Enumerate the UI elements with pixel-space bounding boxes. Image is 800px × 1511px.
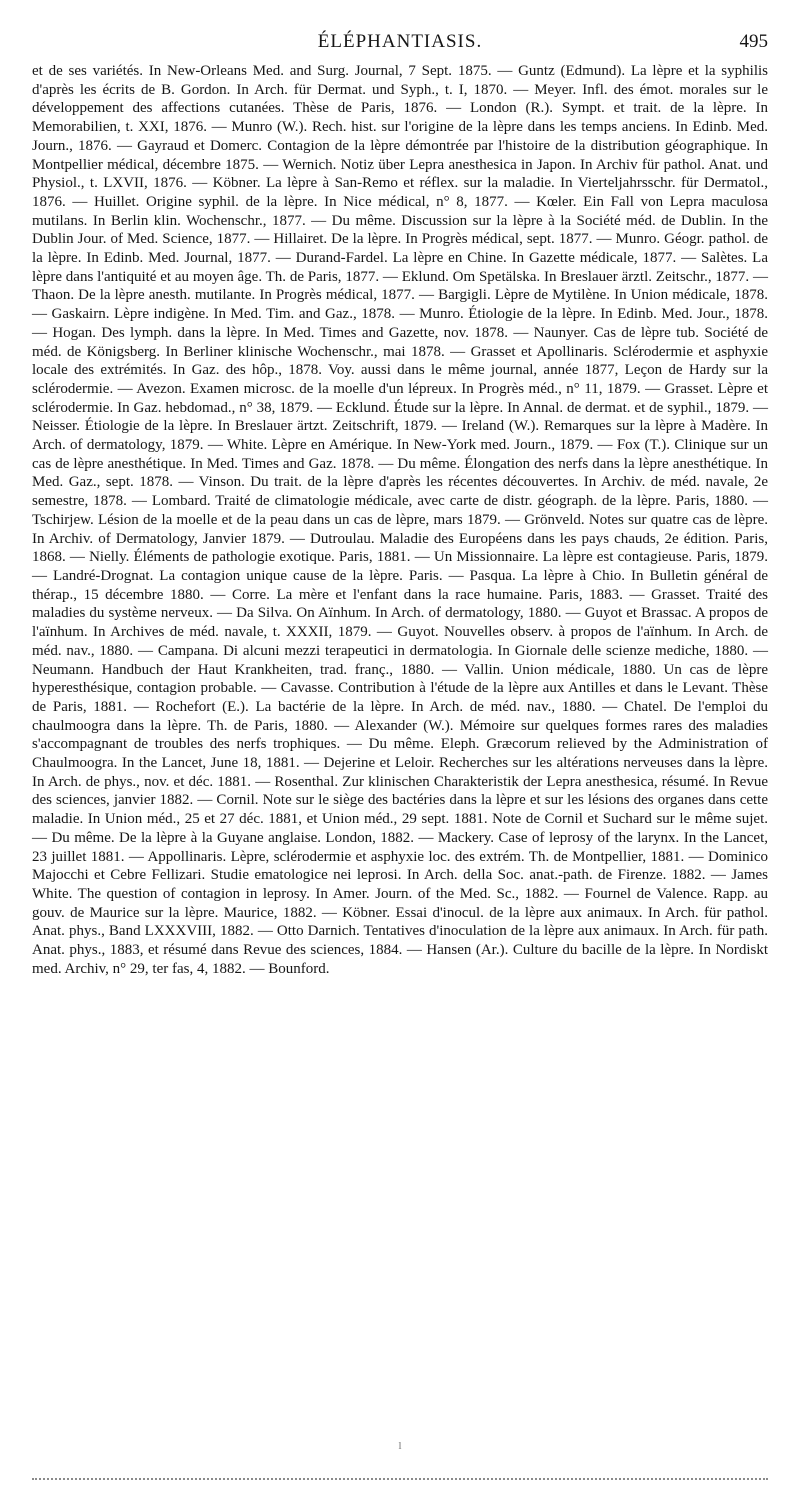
running-title: ÉLÉPHANTIASIS. (317, 31, 483, 52)
footer-mark: l (398, 1440, 402, 1452)
page-header (32, 0, 768, 62)
scan-edge-rule (32, 1478, 768, 1480)
document-page (32, 0, 768, 1452)
bibliography-text: et de ses variétés. In New-Orleans Med. and Surg. Journal, 7 Sept. 1875. — Guntz (Edmund). La lèpre et la syphilis d'après les écrits de B. Gordon. In Arch. für Dermat. und Syph., t. I, 1870. — Meyer. Infl. des émot. morales sur le développement des affections cutanées. Thèse de Paris, 1876. — London (R.). Sympt. et trait. de la lèpre. In Memorabilien, t. XXI, 1876. — Munro (W.). Rech. hist. sur l'origine de la lèpre dans les temps anciens. In Edinb. Med. Journ., 1876. — Gayraud et Domerc. Contagion de la lèpre démontrée par l'histoire de la distribution géographique. In Montpellier médical, décembre 1875. — Wernich. Notiz über Lepra anesthesica in Japon. In Archiv für pathol. Anat. und Physiol., t. LXVII, 1876. — Köbner. La lèpre à San-Remo et réflex. sur la maladie. In Vierteljahrsschr. für Dermatol., 1876. — Huillet. Origine syphil. de la lèpre. In Nice médical, n° 8, 1877. — Kœler. Ein Fall von Lepra maculosa mutilans. In Berlin klin. Wochenschr., 1877. — Du même. Discussion sur la lèpre à la Société méd. de Dublin. In the Dublin Jour. of Med. Science, 1877. — Hillairet. De la lèpre. In Progrès médical, sept. 1877. — Munro. Géogr. pathol. de la lèpre. In Edinb. Med. Journal, 1877. — Durand-Fardel. La lèpre en Chine. In Gazette médicale, 1877. — Salètes. La lèpre dans l'antiquité et au moyen âge. Th. de Paris, 1877. — Eklund. Om Spetälska. In Breslauer ärztl. Zeitschr., 1877. — Thaon. De la lèpre anesth. mutilante. In Progrès médical, 1877. — Bargigli. Lèpre de Mytilène. In Union médicale, 1878. — Gaskairn. Lèpre indigène. In Med. Tim. and Gaz., 1878. — Munro. Étiologie de la lèpre. In Edinb. Med. Jour., 1878. — Hogan. Des lymph. dans la lèpre. In Med. Times and Gazette, nov. 1878. — Naunyer. Cas de lèpre tub. Société de méd. de Königsberg. In Berliner klinische Wochenschr., mai 1878. — Grasset et Apollinaris. Sclérodermie et asphyxie locale des extrémités. In Gaz. des hôp., 1878. Voy. aussi dans le même journal, année 1877, Leçon de Hardy sur la sclérodermie. — Avezon. Examen microsc. de la moelle d'un lépreux. In Progrès méd., n° 11, 1879. — Grasset. Lèpre et sclérodermie. In Gaz. hebdomad., n° 38, 1879. — Ecklund. Étude sur la lèpre. In Annal. de dermat. et de syphil., 1879. — Neisser. Étiologie de la lèpre. In Breslauer ärtzt. Zeitschrift, 1879. — Ireland (W.). Remarques sur la lèpre à Madère. In Arch. of dermatology, 1879. — White. Lèpre en Amérique. In New-York med. Journ., 1879. — Fox (T.). Clinique sur un cas de lèpre anesthétique. In Med. Times and Gaz. 1878. — Du même. Élongation des nerfs dans la lèpre anesthétique. In Med. Gaz., sept. 1878. — Vinson. Du trait. de la lèpre d'après les récentes découvertes. In Archiv. de méd. navale, 2e semestre, 1878. — Lombard. Traité de climatologie médicale, avec carte de distr. géograph. de la lèpre. Paris, 1880. — Tschirjew. Lésion de la moelle et de la peau dans un cas de lèpre, mars 1879. — Grönveld. Notes sur quatre cas de lèpre. In Archiv. of Dermatology, Janvier 1879. — Dutroulau. Maladie des Européens dans les pays chauds, 2e édition. Paris, 1868. — Nielly. Éléments de pathologie exotique. Paris, 1881. — Un Missionnaire. La lèpre est contagieuse. Paris, 1879. — Landré-Drognat. La contagion unique cause de la lèpre. Paris. — Pasqua. La lèpre à Chio. In Bulletin général de thérap., 15 décembre 1880. — Corre. La mère et l'enfant dans la race humaine. Paris, 1883. — Grasset. Traité des maladies du système nerveux. — Da Silva. On Aïnhum. In Arch. of dermatology, 1880. — Guyot et Brassac. A propos de l'aïnhum. In Archives de méd. navale, t. XXXII, 1879. — Guyot. Nouvelles observ. à propos de l'aïnhum. In Arch. de méd. nav., 1880. — Campana. Di alcuni mezzi terapeutici in dermatologia. In Giornale delle scienze mediche, 1880. — Neumann. Handbuch der Haut Krankheiten, trad. franç., 1880. — Vallin. Union médicale, 1880. Un cas de lèpre hyperesthésique, contagion probable. — Cavasse. Contribution à l'étude de la lèpre aux Antilles et dans le Levant. Thèse de Paris, 1881. — Rochefort (E.). La bactérie de la lèpre. In Arch. de méd. nav., 1880. — Chatel. De l'emploi du chaulmoogra dans la lèpre. Th. de Paris, 1880. — Alexander (W.). Mémoire sur quelques formes rares des maladies s'accompagnant de troubles des nerfs trophiques. — Du même. Eleph. Græcorum relieved by the Administration of Chaulmoogra. In the Lancet, June 18, 1881. — Dejerine et Leloir. Recherches sur les altérations nerveuses dans la lèpre. In Arch. de phys., nov. et déc. 1881. — Rosenthal. Zur klinischen Charakteristik der Lepra anesthesica, résumé. In Revue des sciences, janvier 1882. — Cornil. Note sur le siège des bactéries dans la lèpre et sur les lésions des organes dans cette maladie. In Union méd., 25 et 27 déc. 1881, et Union méd., 29 sept. 1881. Note de Cornil et Suchard sur le même sujet. — Du même. De la lèpre à la Guyane anglaise. London, 1882. — Mackery. Case of leprosy of the larynx. In the Lancet, 23 juillet 1881. — Appollinaris. Lèpre, sclérodermie et asphyxie loc. des extrém. Th. de Montpellier, 1881. — Dominico Majocchi et Cebre Fellizari. Studie ematologice nei leprosi. In Arch. della Soc. anat.-path. de Firenze. 1882. — James White. The question of contagion in leprosy. In Amer. Journ. of the Med. Sc., 1882. — Fournel de Valence. Rapp. au gouv. de Maurice sur la lèpre. Maurice, 1882. — Köbner. Essai d'inocul. de la lèpre aux animaux. In Arch. für pathol. Anat. phys., Band LXXXVIII, 1882. — Otto Darnich. Tentatives d'inoculation de la lèpre aux animaux. In Arch. für path. Anat. phys., 1883, et résumé dans Revue des sciences, 1884. — Hansen (Ar.). Culture du bacille de la lèpre. In Nordiskt med. Archiv, n° 29, ter fas, 4, 1882. — Bounford. (32, 63, 768, 977)
page-number: 495 (739, 31, 768, 52)
